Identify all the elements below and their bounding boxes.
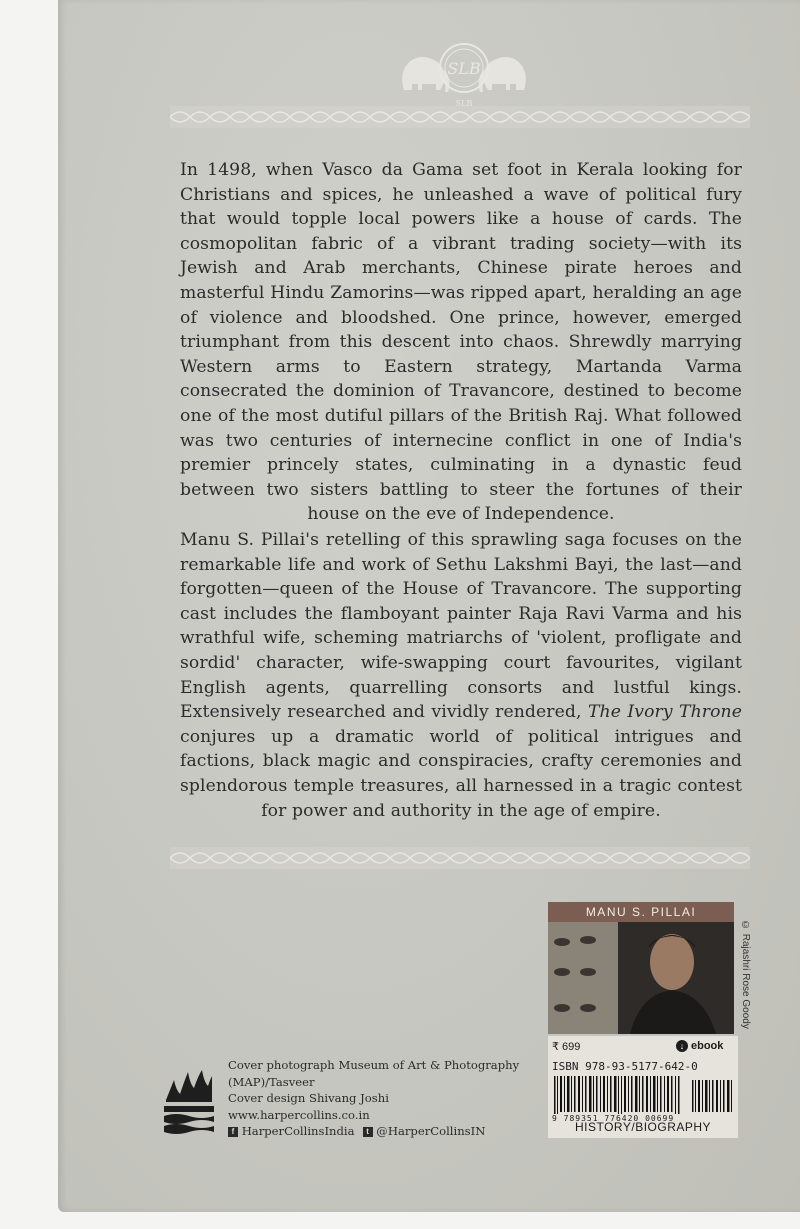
blurb-paragraph-1: In 1498, when Vasco da Gama set foot in Kerala looking for Christians and spices, he unleashed a wave of political fury that would topple local powers like a house of cards. The cosmopolitan fabric of a vibrant trading society—with its Jewish and Arab merchants, Chinese pirate heroes and masterful Hindu Zamorins—was ripped apart, heralding an age of violence and bloodshed. One prince, however, emerged triumphant from this descent into chaos. Shrewdly marrying Western arms to Eastern strategy, Martanda Varma consecrated the dominion of Travancore, destined to become one of the most dutiful pillars of the British Raj. What followed was two centuries of internecine conflict in one of India's premier princely states, culminating in a dynastic feud between two sisters battling to steer the fortunes of their house on the eve of Independence.	[180, 160, 742, 525]
download-icon: ↓	[676, 1040, 688, 1052]
website: www.harpercollins.co.in	[228, 1107, 370, 1122]
photo-credit: © Rajashri Rose Goody	[740, 920, 751, 1029]
barcode	[552, 1076, 734, 1114]
category: HISTORY/BIOGRAPHY	[574, 1120, 712, 1134]
ebook-label: ebook	[691, 1040, 724, 1052]
harpercollins-logo-icon	[162, 1070, 216, 1136]
blurb-p2-text-after: conjures up a dramatic world of political intrigues and factions, black magic and conspiracies, crafty ceremonies and splendorous temple treasures, all harnessed in a tragic contest for power and authority in the age of empire.	[180, 726, 742, 821]
author-photo	[548, 922, 734, 1034]
decorative-border-bottom	[170, 845, 750, 871]
author-photo-box	[548, 902, 734, 1034]
facebook-link	[228, 1123, 355, 1140]
twitter-link	[363, 1123, 486, 1140]
cover-photo-credit-line1: Cover photograph Museum of Art & Photography	[228, 1058, 520, 1072]
price-isbn-box	[548, 1036, 738, 1138]
cover-design-credit: Cover design Shivang Joshi	[228, 1091, 389, 1106]
ebook-badge	[676, 1040, 723, 1052]
isbn: ISBN 978-93-5177-642-0	[552, 1060, 698, 1073]
barcode-digits: 9 789351 776420 00699	[552, 1114, 675, 1123]
twitter-icon: t	[363, 1127, 373, 1137]
cover-photo-credit-line2: (MAP)/Tasveer	[228, 1074, 315, 1089]
social-links	[228, 1123, 528, 1140]
book-title: The Ivory Throne	[587, 702, 742, 723]
author-name: MANU S. PILLAI	[548, 902, 734, 922]
publisher-info	[228, 1057, 528, 1140]
facebook-icon: f	[228, 1127, 238, 1137]
blurb-p2-text-before: Manu S. Pillai's retelling of this sprawling saga focuses on the remarkable life and work of Sethu Lakshmi Bayi, the last—and forgotten—queen of the House of Travancore. The supporting cast includes the flamboyant painter Raja Ravi Varma and his wrathful wife, scheming matriarchs of 'violent, profligate and sordid' character, wife-swapping court favourites, vigilant English agents, quarrelling consorts and lustful kings. Extensively researched and vividly rendered,	[180, 530, 742, 723]
crest-emblem-icon	[384, 30, 544, 110]
facebook-handle: HarperCollinsIndia	[241, 1124, 355, 1139]
crest-caption: SLB	[455, 99, 473, 108]
blurb-paragraph-2	[180, 528, 742, 823]
crest-monogram: SLB	[447, 59, 481, 78]
twitter-handle: @HarperCollinsIN	[376, 1124, 486, 1139]
decorative-border-top	[170, 104, 750, 130]
price: ₹ 699	[552, 1041, 581, 1053]
